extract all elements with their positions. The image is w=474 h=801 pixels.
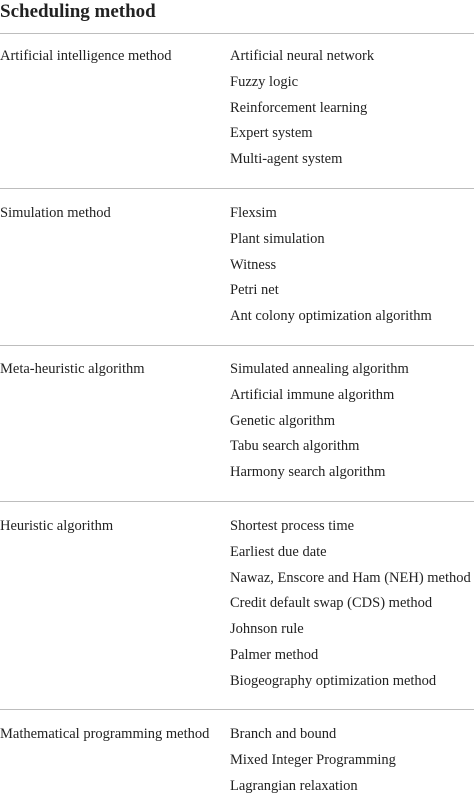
- method-item: Expert system: [230, 125, 313, 142]
- category-label: Meta-heuristic algorithm: [0, 361, 145, 377]
- method-list: [230, 724, 396, 801]
- method-list: [230, 203, 432, 332]
- method-item: Simulated annealing algorithm: [230, 361, 409, 377]
- method-item: Petri net: [230, 282, 279, 299]
- method-item: Ant colony optimization algorithm: [230, 308, 432, 325]
- category-label: Mathematical programming method: [0, 726, 210, 742]
- method-item: Branch and bound: [230, 726, 337, 742]
- method-item: Credit default swap (CDS) method: [230, 595, 433, 612]
- method-item: Artificial neural network: [230, 48, 375, 64]
- row-divider: [0, 709, 474, 710]
- method-list: [230, 46, 374, 175]
- row-divider: [0, 345, 474, 346]
- method-item: Nawaz, Enscore and Ham (NEH) method: [230, 569, 471, 586]
- method-item: Mixed Integer Programming: [230, 751, 396, 768]
- row-divider: [0, 501, 474, 502]
- row-divider: [0, 188, 474, 189]
- category-label: Artificial intelligence method: [0, 48, 172, 64]
- category-label: Simulation method: [0, 205, 111, 221]
- method-item: Lagrangian relaxation: [230, 777, 358, 794]
- table-header: Scheduling method: [0, 1, 156, 22]
- method-item: Shortest process time: [230, 518, 355, 534]
- method-list: [230, 359, 409, 488]
- method-item: Witness: [230, 256, 277, 273]
- method-item: Earliest due date: [230, 543, 327, 560]
- method-item: Plant simulation: [230, 230, 325, 247]
- method-item: Fuzzy logic: [230, 73, 299, 90]
- method-item: Johnson rule: [230, 621, 304, 638]
- method-list: [230, 516, 471, 697]
- method-item: Harmony search algorithm: [230, 464, 386, 481]
- method-item: Palmer method: [230, 646, 319, 663]
- method-item: Reinforcement learning: [230, 99, 368, 116]
- method-item: Tabu search algorithm: [230, 438, 360, 455]
- category-label: Heuristic algorithm: [0, 518, 114, 534]
- method-item: Multi-agent system: [230, 151, 343, 168]
- method-item: Biogeography optimization method: [230, 672, 437, 689]
- header-rule: [0, 33, 474, 34]
- method-item: Genetic algorithm: [230, 412, 336, 429]
- method-item: Artificial immune algorithm: [230, 386, 395, 403]
- method-item: Flexsim: [230, 205, 277, 221]
